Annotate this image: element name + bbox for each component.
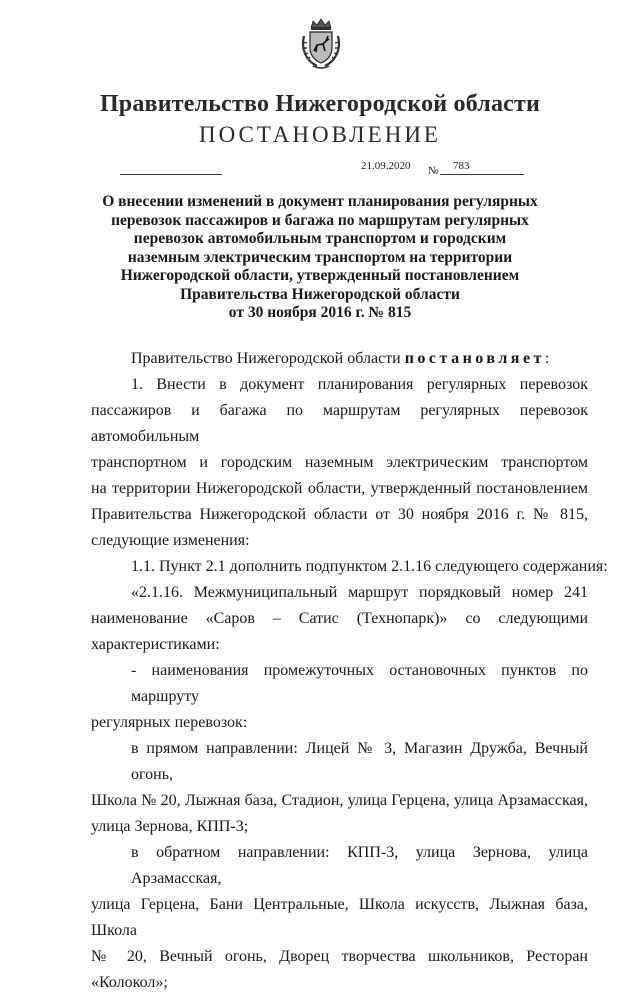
paragraph-line: транспортном и городским наземным электрическим транспортом — [91, 454, 588, 471]
date-underline-left — [120, 174, 222, 175]
paragraph-line: следующие изменения: — [91, 532, 250, 549]
title-line: от 30 ноября 2016 г. № 815 — [228, 304, 412, 321]
paragraph-line: регулярных перевозок: — [91, 714, 248, 731]
title-line: Нижегородской области, утвержденный постановлением — [120, 267, 520, 284]
title-line: перевозок автомобильным транспортом и городским — [133, 230, 507, 247]
government-name: Правительство Нижегородской области — [99, 91, 541, 117]
paragraph-line: улица Зернова, КПП-3; — [91, 818, 249, 835]
decree-word: постановляет — [404, 350, 545, 367]
preamble-colon: : — [544, 350, 550, 367]
paragraph-line: наименование «Саров – Сатис (Технопарк)» со следующими — [91, 610, 588, 627]
title-line: перевозок пассажиров и багажа по маршрутам регулярных — [111, 211, 529, 229]
document-body — [91, 346, 608, 996]
document-date: 21.09.2020 — [361, 160, 411, 172]
paragraph-line: на территории Нижегородской области, утвержденный постановлением — [91, 480, 588, 497]
title-line: наземным электрическим транспортом на территории — [127, 248, 513, 266]
paragraph-line: в прямом направлении: Лицей № 3, Магазин Дружба, Вечный огонь, — [131, 740, 588, 783]
paragraph-line: пассажиров и багажа по маршрутам регулярных перевозок автомобильным — [91, 402, 588, 445]
document-title — [100, 193, 540, 323]
paragraph-line: - наименования промежуточных остановочных пунктов по маршруту — [131, 662, 588, 705]
title-line: Правительства Нижегородской области — [180, 285, 460, 303]
paragraph-line: Школа № 20, Лыжная база, Стадион, улица Герцена, улица Арзамасская, — [91, 792, 588, 809]
paragraph-line: в обратном направлении: КПП-3, улица Зернова, улица Арзамасская, — [131, 844, 588, 887]
paragraph-line: № 20, Вечный огонь, Дворец творчества школьников, Ресторан «Колокол»; — [91, 948, 588, 991]
document-number: 783 — [453, 160, 470, 172]
paragraph-line: 1. Внести в документ планирования регулярных перевозок — [131, 376, 588, 393]
title-line: О внесении изменений в документ планирования регулярных — [102, 193, 538, 210]
paragraph-line: Правительства Нижегородской области от 30 ноября 2016 г. № 815, — [91, 506, 588, 523]
paragraph-line: «2.1.16. Межмуниципальный маршрут порядковый номер 241 — [131, 584, 588, 601]
paragraph-line: характеристиками: — [91, 636, 220, 653]
paragraph-line: 1.1. Пункт 2.1 дополнить подпунктом 2.1.16 следующего содержания: — [131, 558, 608, 575]
document-type: ПОСТАНОВЛЕНИЕ — [199, 122, 441, 147]
number-underline — [440, 174, 524, 175]
number-sign: № — [428, 165, 439, 177]
preamble-text: Правительство Нижегородской области — [131, 350, 401, 367]
coat-of-arms-icon — [299, 18, 343, 70]
preamble — [91, 346, 588, 372]
paragraph-line: улица Герцена, Бани Центральные, Школа искусств, Лыжная база, Школа — [91, 896, 588, 939]
